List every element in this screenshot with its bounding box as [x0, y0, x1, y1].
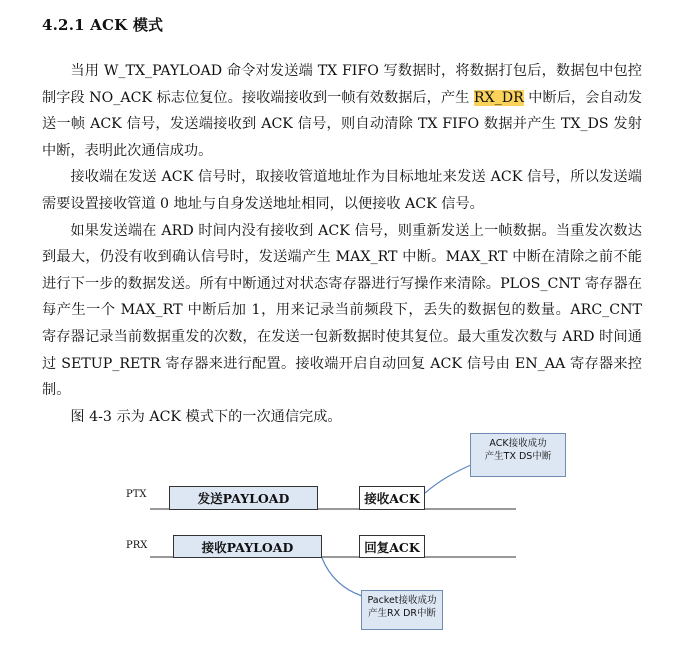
paragraph-1-part-a: 当用 W_TX_PAYLOAD 命令对发送端 TX FIFO 写数据时，将数据打包后，数据包中包控制字段 NO_ACK 标志位复位。接收端接收到一帧有效数据后，产生: [42, 63, 642, 106]
tx-ds-callout-line2: 产生TX DS中断: [484, 451, 552, 462]
paragraph-2: 接收端在发送 ACK 信号时，取接收管道地址作为目标地址来发送 ACK 信号，所以发送端需要设置接收管道 0 地址与自身发送地址相同，以便接收 ACK 信号。: [42, 169, 642, 212]
ptx-receive-ack-box: 接收ACK: [359, 486, 425, 510]
paragraph-1-part-b: 中断后，会自动发送一帧 ACK 信号，发送端接收到 ACK 信号，则自动清除 TX FIFO 数据并产生 TX_DS 发射中断，表明此次通信成功。: [42, 89, 642, 159]
prx-reply-ack-box: 回复ACK: [359, 535, 425, 558]
ptx-send-payload-box: 发送PAYLOAD: [169, 486, 318, 510]
diagram-lines: [0, 420, 674, 645]
paragraph-1: [42, 58, 642, 164]
paragraph-3: 如果发送端在 ARD 时间内没有接收到 ACK 信号，则重新发送上一帧数据。当重发次数达到最大，仍没有收到确认信号时，发送端产生 MAX_RT 中断。MAX_RT 中断在清除之前不能进行下一步的数据发送。所有中断通过对状态寄存器进行写操作来清除。PLOS_CNT 寄存器在每产生一个 MAX_RT 中断后加 1，用来记录当前频段下，丢失的数据包的数量。ARC_CNT 寄存器记录当前数据重发的次数，在发送一包新数据时使其复位。最大重发次数与 ARD 时间通过 SETUP_RETR 寄存器来进行配置。接收端开启自动回复 ACK 信号由 EN_AA 寄存器来控制。: [42, 222, 642, 399]
ack-timing-diagram: [0, 420, 674, 645]
ptx-label: PTX: [126, 489, 147, 500]
prx-receive-payload-box: 接收PAYLOAD: [173, 535, 322, 558]
rx-dr-callout: [361, 590, 443, 630]
tx-ds-callout: [470, 433, 566, 477]
top-callout-connector: [425, 464, 473, 493]
rx-dr-callout-line1: Packet接收成功: [367, 595, 437, 606]
body-text: [42, 58, 642, 430]
rx-dr-callout-line2: 产生RX DR中断: [367, 608, 437, 619]
paragraph-4: 图 4-3 示为 ACK 模式下的一次通信完成。: [70, 408, 342, 425]
bottom-callout-connector: [322, 558, 362, 596]
highlighted-term: RX_DR: [473, 89, 524, 106]
section-heading: 4.2.1 ACK 模式: [42, 16, 164, 34]
tx-ds-callout-line1: ACK接收成功: [489, 438, 547, 449]
prx-label: PRX: [126, 540, 148, 551]
